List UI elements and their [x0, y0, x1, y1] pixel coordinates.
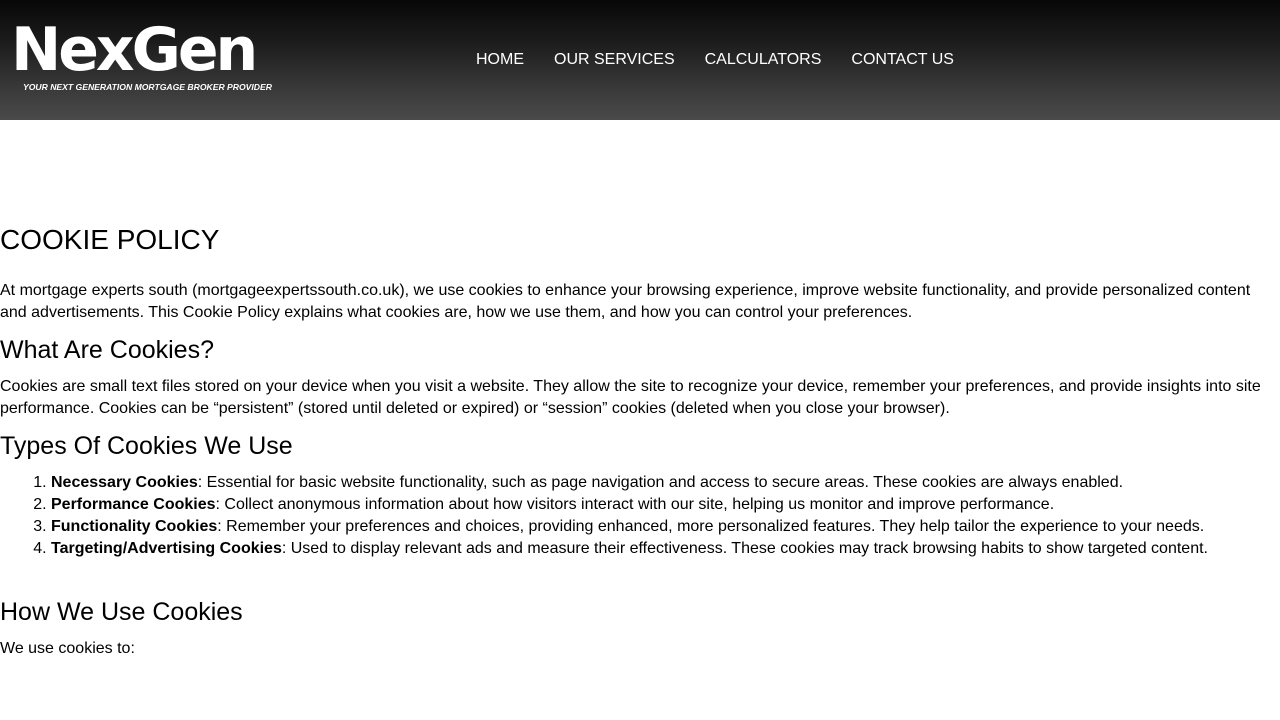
list-item: [51, 538, 1280, 560]
what-are-cookies-heading: What Are Cookies?: [0, 336, 214, 364]
nexgen-logo[interactable]: [10, 15, 282, 96]
types-of-cookies-heading: Types Of Cookies We Use: [0, 432, 293, 460]
how-we-use-cookies-paragraph: We use cookies to:: [0, 640, 135, 657]
list-item-text: : Essential for basic website functionality, such as page navigation and access to secure areas. These cookies are always enabled.: [197, 474, 1124, 491]
page-title: COOKIE POLICY: [0, 224, 220, 255]
list-item-title: Performance Cookies: [51, 496, 216, 513]
page-content: [0, 222, 1280, 670]
list-item-title: Functionality Cookies: [51, 518, 218, 535]
what-are-cookies-paragraph: Cookies are small text files stored on your device when you visit a website. They allow the site to recognize your device, remember your preferences, and provide insights into site performance. Cookies can be “persistent” (stored until deleted or expired) or “session” cookies (deleted when you close your browser).: [0, 378, 1261, 417]
list-item: [51, 472, 1280, 494]
list-item-text: : Used to display relevant ads and measure their effectiveness. These cookies may track browsing habits to show targeted content.: [281, 540, 1208, 557]
nav-calculators[interactable]: CALCULATORS: [704, 51, 822, 68]
list-item: [51, 516, 1280, 538]
logo-wordmark: NexGen: [11, 15, 256, 85]
how-we-use-cookies-heading: How We Use Cookies: [0, 598, 243, 626]
cookie-types-list: [51, 472, 1280, 560]
nav-contact-us[interactable]: CONTACT US: [851, 51, 954, 68]
list-item: [51, 494, 1280, 516]
list-item-text: : Remember your preferences and choices, providing enhanced, more personalized features. They help tailor the experience to your needs.: [217, 518, 1205, 535]
site-header: [0, 0, 1280, 120]
nav-our-services[interactable]: OUR SERVICES: [554, 51, 675, 68]
list-item-text: : Collect anonymous information about how visitors interact with our site, helping us monitor and improve performance.: [215, 496, 1055, 513]
main-nav: [476, 50, 954, 70]
nav-home[interactable]: HOME: [476, 51, 524, 68]
intro-paragraph: At mortgage experts south (mortgageexpertssouth.co.uk), we use cookies to enhance your browsing experience, improve website functionality, and provide personalized content and advertisements. This Cookie Policy explains what cookies are, how we use them, and how you can control your preferences.: [0, 282, 1251, 321]
list-item-title: Targeting/Advertising Cookies: [51, 540, 282, 557]
list-item-title: Necessary Cookies: [51, 474, 198, 491]
logo-tagline: YOUR NEXT GENERATION MORTGAGE BROKER PROVIDER: [23, 82, 272, 92]
